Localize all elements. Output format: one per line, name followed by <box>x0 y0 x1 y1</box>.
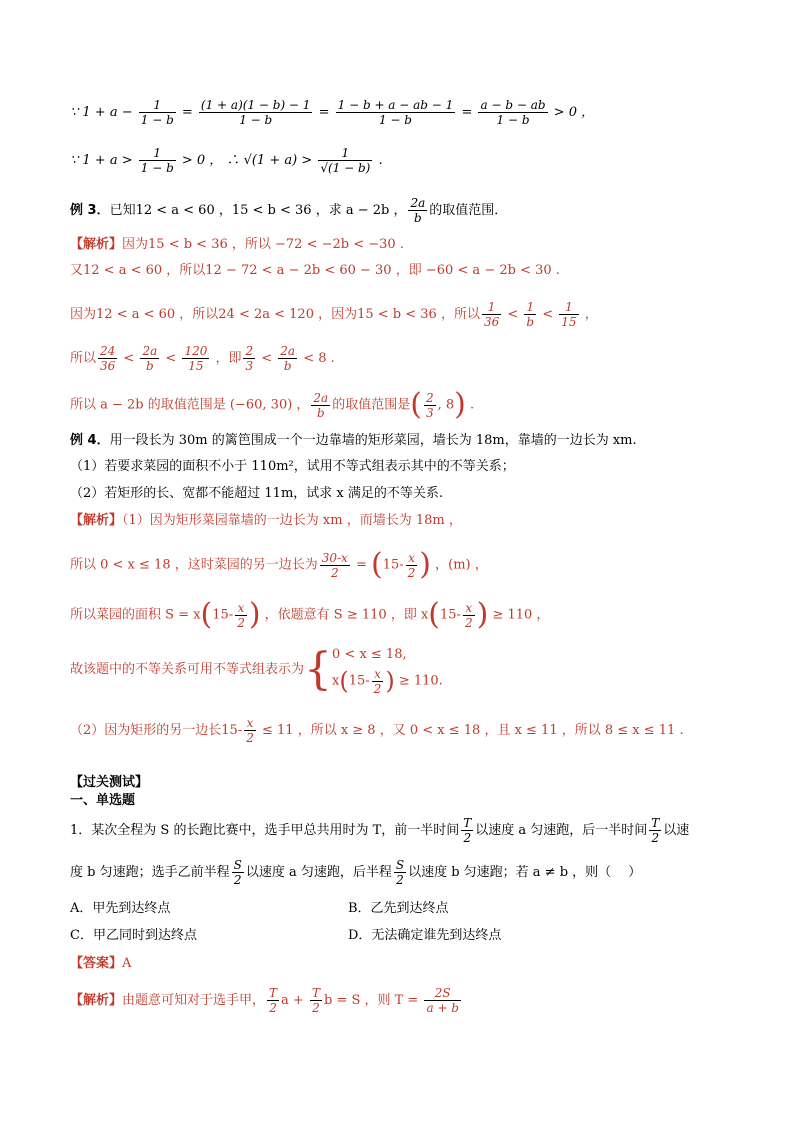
answer-line <box>70 955 131 973</box>
section-header: 【过关测试】 <box>70 775 149 790</box>
example-4-part-2 <box>70 485 443 503</box>
fraction: $\frac{2a}{b}$ <box>313 390 329 420</box>
solution-text: 因为15 < b < 36 ，所以 −72 < −2b < −30 . <box>122 237 404 252</box>
answer-tag: 【答案】 <box>70 956 123 971</box>
fraction: $\frac{T}{2}$ <box>311 986 320 1015</box>
example-label: 例 4． <box>70 433 110 448</box>
fraction: $\frac{2a}{b}$ <box>280 344 296 373</box>
example-4-part-1 <box>70 458 515 476</box>
fraction: $\frac{T}{2}$ <box>269 986 278 1015</box>
proof-line-1 <box>70 98 594 127</box>
example-4-solution-line-1 <box>70 512 462 530</box>
fraction: $\frac{1}{36}$ <box>483 300 500 329</box>
fraction: $\frac{x}{2}$ <box>237 600 245 630</box>
solution-text: 又12 < a < 60 ，所以12 − 72 < a − 2b < 60 − 30 ，即 −60 < a − 2b < 30 . <box>70 263 560 278</box>
math-text: > 0 ， <box>549 105 595 120</box>
fraction: $\frac{x}{2}$ <box>464 600 473 630</box>
example-4-solution-line-3: 所以菜园的面积 S = x(15- $\frac{x}{2}$ ) ，依题意有 S ≥ 110 ，即 x(15- $\frac{x}{2}$ ) ≥ 110 ， <box>70 597 550 632</box>
inequality-system: 0 < x ≤ 18, x(15- $\frac{x}{2}$ ) ≥ 110. <box>332 647 443 696</box>
math-text: = <box>457 105 477 120</box>
example-4-solution-line-4: 故该题中的不等关系可用不等式组表示为{ 0 < x ≤ 18, x(15- $\frac{x}{2}$ ) ≥ 110. <box>70 644 443 696</box>
fraction: $\frac{a - b - ab}{1 - b}$ <box>480 98 546 127</box>
fraction: $\frac{2a}{b}$ <box>410 196 426 225</box>
solution-text: 因为12 < a < 60 ，所以24 < 2a < 120 ，因为15 < b < 36 ，所以 <box>70 307 480 322</box>
example-3-solution-line-4: 所以 $\frac{24}{36}$ < $\frac{2a}{b}$ < $\frac{120}{15}$ ，即 $\frac{2}{3}$ < $\frac{2a}{b}$ < 8 . <box>70 344 335 373</box>
example-4-solution-line-5: （2）因为矩形的另一边长15- $\frac{x}{2}$ ≤ 11 ，所以 x ≥ 8 ，又 0 < x ≤ 18 ，且 x ≤ 11 ，所以 8 ≤ x ≤ 11 . <box>70 716 684 745</box>
math-text: . <box>374 153 383 168</box>
option-b: B．乙先到达终点 <box>348 901 449 916</box>
fraction: $\frac{2a}{b}$ <box>142 344 158 373</box>
fraction: $\frac{1}{1 - b}$ <box>140 146 174 175</box>
test-question-1-line-1: 1．某次全程为 S 的长跑比赛中，选手甲总共用时为 T，前一半时间 $\frac{T}{2}$ 以速度 a 匀速跑，后一半时间 $\frac{T}{2}$ 以速 <box>70 816 690 845</box>
section-subheader: 一、单选题 <box>70 793 136 808</box>
example-4-solution-line-2: 所以 0 < x ≤ 18 ，这时菜园的另一边长为 $\frac{30-x}{2}$ = (15- $\frac{x}{2}$ ) ，(m) ， <box>70 547 488 582</box>
math-text: = <box>177 105 197 120</box>
math-text: = <box>314 105 334 120</box>
fraction: $\frac{x}{2}$ <box>246 716 254 745</box>
fraction: $\frac{x}{2}$ <box>407 550 416 580</box>
option-a: A．甲先到达终点 <box>70 901 171 916</box>
solution-tag: 【解析】 <box>70 993 123 1008</box>
example-3-solution-line-3: 因为12 < a < 60 ，所以24 < 2a < 120 ，因为15 < b < 36 ，所以 $\frac{1}{36}$ < $\frac{1}{b}$ < $\frac{1}{15}$ ， <box>70 300 598 329</box>
fraction: $\frac{2}{3}$ <box>245 344 254 373</box>
math-text: > 0 ， ∴ √(1 + a) > <box>177 153 317 168</box>
example-3-solution-line-5: 所以 a − 2b 的取值范围是 (−60, 30) ， $\frac{2a}{b}$ 的取值范围是( $\frac{2}{3}$ , 8) . <box>70 387 475 422</box>
example-4-question <box>70 432 637 450</box>
test-question-1-line-2: 度 b 匀速跑；选手乙前半程 $\frac{S}{2}$ 以速度 a 匀速跑，后半程 $\frac{S}{2}$ 以速度 b 匀速跑；若 a ≠ b ，则（ ） <box>70 858 642 887</box>
fraction: $\frac{T}{2}$ <box>463 816 472 845</box>
fraction: $\frac{1}{15}$ <box>561 300 577 329</box>
question-text: 的取值范围． <box>429 203 508 218</box>
proof-line-2 <box>70 146 383 175</box>
solution-text: （1）因为矩形菜园靠墙的一边长为 xm ，而墙长为 18m ， <box>122 513 462 528</box>
example-label: 例 3． <box>70 203 110 218</box>
example-3-question <box>70 196 507 225</box>
fraction: $\frac{1}{1 - b}$ <box>140 98 174 127</box>
question-text: （1）若要求菜园的面积不小于 110m²，试用不等式组表示其中的不等关系； <box>70 459 515 474</box>
solution-tag: 【解析】 <box>70 513 123 528</box>
question-text: （2）若矩形的长、宽都不能超过 11m，试求 x 满足的不等关系. <box>70 486 444 501</box>
option-d: D．无法确定谁先到达终点 <box>348 928 502 943</box>
fraction: $\frac{30-x}{2}$ <box>321 550 348 580</box>
fraction: $\frac{S}{2}$ <box>233 858 242 887</box>
question-text: 用一段长为 30m 的篱笆围成一个一边靠墙的矩形菜园，墙长为 18m，靠墙的一边长为 xm. <box>109 433 637 448</box>
math-text: ∵ 1 + a − <box>70 105 137 120</box>
option-c: C．甲乙同时到达终点 <box>70 928 197 943</box>
fraction: $\frac{120}{15}$ <box>184 344 208 373</box>
example-3-solution-line-2 <box>70 262 560 280</box>
solution-tag: 【解析】 <box>70 237 123 252</box>
fraction: $\frac{S}{2}$ <box>395 858 405 887</box>
fraction: $\frac{1}{√(1 - b)}$ <box>320 146 371 175</box>
fraction: $\frac{2S}{a + b}$ <box>426 986 459 1015</box>
fraction: $\frac{1 - b + a - ab - 1}{1 - b}$ <box>337 98 454 127</box>
test-solution-line: 【解析】由题意可知对于选手甲， $\frac{T}{2}$ a + $\frac{T}{2}$ b = S ，则 T = $\frac{2S}{a + b}$ <box>70 986 459 1015</box>
question-text: 已知12 < a < 60 ，15 < b < 36 ，求 a − 2b ， <box>109 203 407 218</box>
fraction: $\frac{1}{b}$ <box>526 300 535 329</box>
fraction: $\frac{T}{2}$ <box>651 816 660 845</box>
example-3-solution-line-1 <box>70 236 404 254</box>
math-text: ∵ 1 + a > <box>70 153 137 168</box>
answer-value: A <box>122 956 132 971</box>
fraction: $\frac{(1 + a)(1 - b) - 1}{1 - b}$ <box>200 98 311 127</box>
fraction: $\frac{2}{3}$ <box>425 390 434 420</box>
fraction: $\frac{24}{36}$ <box>100 344 116 373</box>
